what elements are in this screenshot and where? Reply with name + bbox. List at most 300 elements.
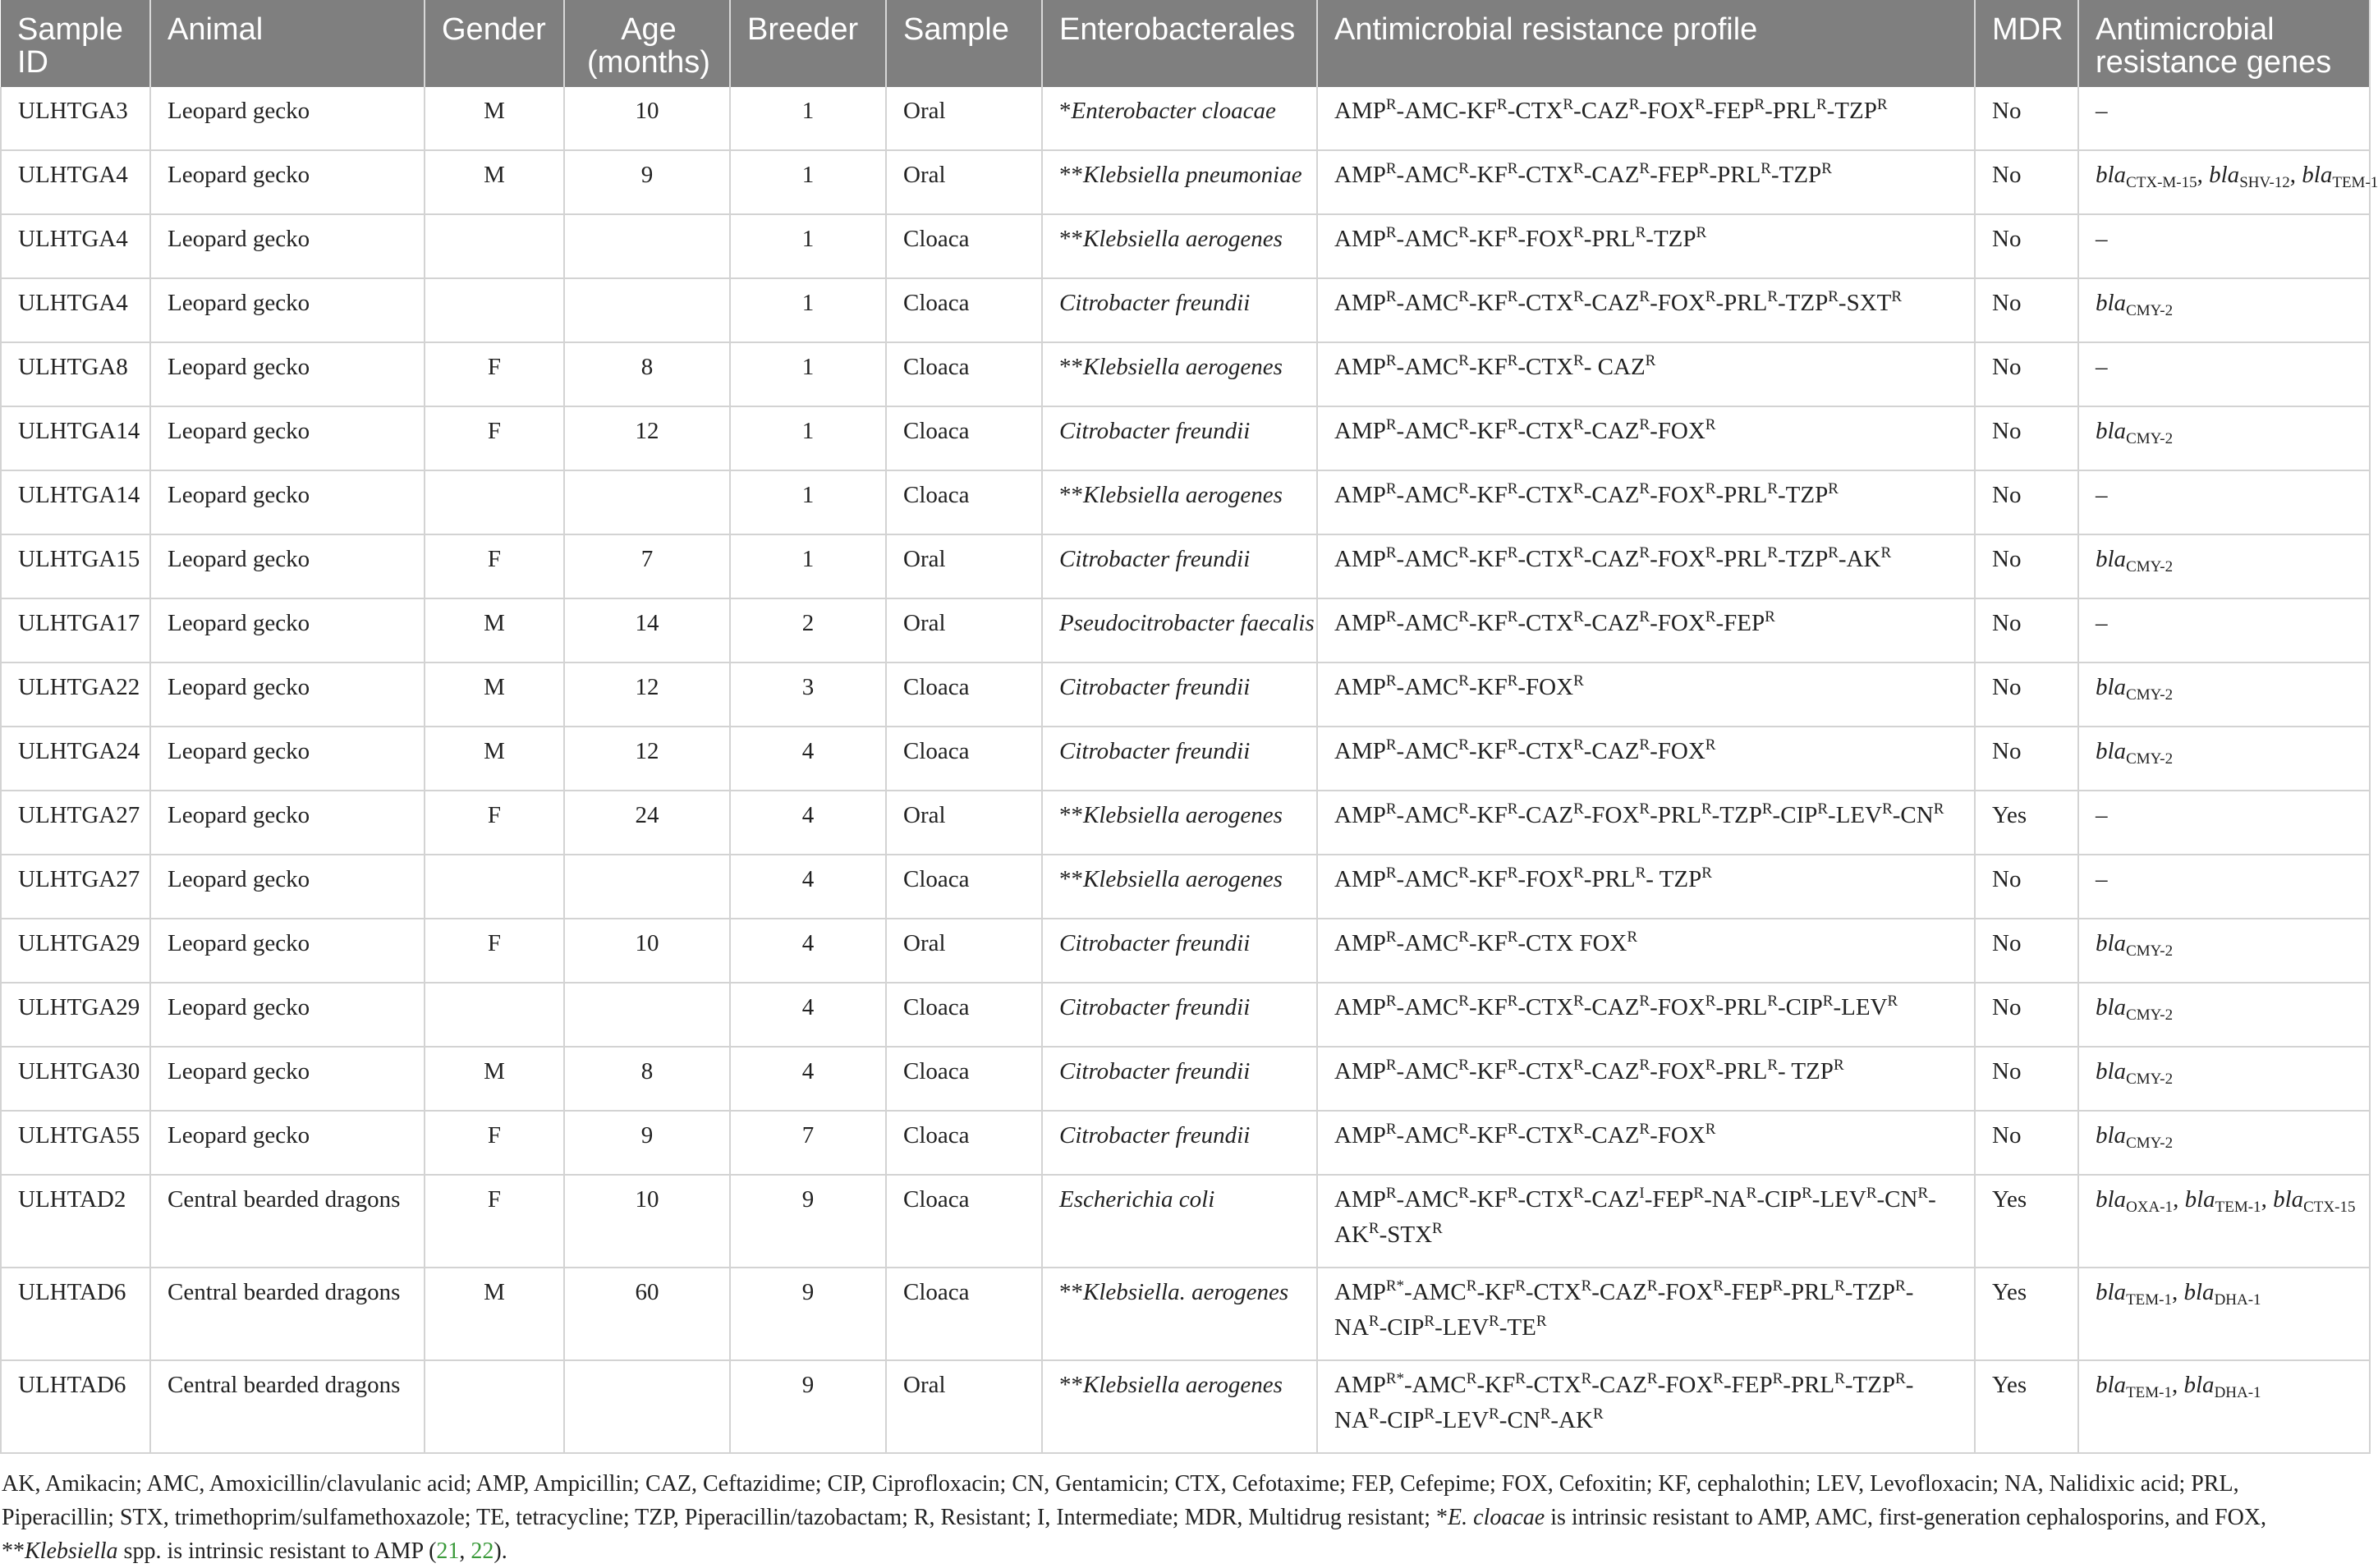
resistance-flag: R: [1368, 1313, 1380, 1330]
cell-amr-genes: [2078, 727, 2370, 791]
antibiotic-code: -AMC: [1404, 1279, 1467, 1305]
antibiotic-code: -AMC: [1396, 802, 1459, 828]
resistance-flag: R: [1563, 96, 1574, 113]
cell-age: [564, 983, 730, 1047]
cell-mdr: No: [1975, 919, 2078, 983]
antibiotic-code: -KF: [1468, 994, 1508, 1020]
antibiotic-code: -CAZ: [1583, 162, 1640, 188]
antibiotic-code: -CTX: [1517, 162, 1574, 188]
cell-enterobacterales: [1042, 278, 1317, 342]
cell-enterobacterales: [1042, 406, 1317, 470]
antibiotic-code: -CAZ: [1573, 98, 1629, 124]
antibiotic-code: -FOX: [1650, 1122, 1705, 1148]
resistance-flag: R: [1507, 1057, 1518, 1074]
cell-sample-id: ULHTGA3: [1, 87, 150, 150]
cell-age: 12: [564, 663, 730, 727]
antibiotic-code: -CN: [1876, 1186, 1918, 1213]
header-enterobacterales: Enterobacterales: [1042, 0, 1317, 87]
no-genes: –: [2096, 98, 2108, 124]
cell-breeder: 1: [730, 342, 886, 406]
cell-amr-genes: bla$_{CTX-M-15}$, bla$_{SHV-12}$, bla$_{TEM-1}$: [2078, 150, 2370, 214]
organism-prefix: **: [1059, 1279, 1083, 1305]
cell-gender: F: [425, 1111, 564, 1175]
gene: [2096, 994, 2174, 1024]
cell-sample: Cloaca: [886, 470, 1042, 534]
table-row: [1, 406, 2370, 470]
cell-breeder: 7: [730, 1111, 886, 1175]
antibiotic-code: -CTX: [1525, 1372, 1582, 1398]
resistance-flag: R: [1385, 480, 1397, 497]
resistance-flag: R: [1639, 160, 1650, 177]
antibiotic-code: -CTX: [1525, 1279, 1582, 1305]
gene-prefix: bla: [2096, 1058, 2127, 1084]
cell-sample-id: ULHTGA29: [1, 919, 150, 983]
antibiotic-code: AMP: [1334, 418, 1386, 444]
gene: [2096, 162, 2197, 191]
resistance-flag: R: [1639, 480, 1650, 497]
antibiotic-code: -AMC: [1396, 610, 1459, 636]
cell-mdr: No: [1975, 87, 2078, 150]
resistance-flag: R: [1765, 608, 1775, 626]
cell-age: [564, 278, 730, 342]
resistance-flag: R: [1458, 800, 1469, 818]
antibiotic-code: -AK: [1838, 546, 1881, 572]
antibiotic-code: -CTX: [1517, 1186, 1574, 1213]
resistance-flag: R: [1507, 352, 1518, 369]
resistance-flag: R: [1933, 800, 1944, 818]
footnote-mid: is intrinsic resistant to AMP, AMC, first-generation cephalosporins, and FOX, **: [2, 1505, 2267, 1564]
resistance-flag: R: [1695, 96, 1705, 113]
no-genes: –: [2096, 866, 2108, 892]
cell-sample-id: ULHTGA14: [1, 406, 150, 470]
cell-sample-id: ULHTGA29: [1, 983, 150, 1047]
gene: [2096, 930, 2174, 960]
antibiotic-code: -AMC: [1396, 930, 1459, 956]
cell-sample: Cloaca: [886, 855, 1042, 919]
antibiotic-code: AMP: [1334, 1279, 1386, 1305]
cell-age: 9: [564, 1111, 730, 1175]
cell-mdr: Yes: [1975, 1268, 2078, 1360]
antibiotic-code: -KF: [1468, 674, 1508, 700]
organism-name: Klebsiella aerogenes: [1083, 482, 1283, 508]
antibiotic-code: -FEP: [1723, 1279, 1773, 1305]
gene-variant: CMY-2: [2126, 686, 2174, 704]
antibiotic-code: -CAZ: [1583, 1058, 1640, 1084]
resistance-flag: R: [1458, 224, 1469, 241]
resistance-flag: R: [1761, 800, 1773, 818]
reference-link-22[interactable]: 22: [471, 1538, 494, 1564]
resistance-flag: R: [1507, 416, 1518, 433]
organism-name: Citrobacter freundii: [1059, 290, 1251, 316]
resistance-flag: R: [1701, 800, 1712, 818]
antibiotic-code: -KF: [1468, 738, 1508, 764]
antibiotic-code: -LEV: [1828, 802, 1883, 828]
antibiotic-code: -FEP: [1723, 1372, 1773, 1398]
cell-amr-profile: [1317, 278, 1975, 342]
antibiotic-code: -TZP: [1711, 802, 1762, 828]
antibiotic-code: -PRL: [1715, 994, 1768, 1020]
cell-sample: Cloaca: [886, 278, 1042, 342]
antibiotic-code: -NA: [1334, 1279, 1914, 1341]
cell-gender: [425, 278, 564, 342]
cell-breeder: 4: [730, 855, 886, 919]
cell-breeder: 1: [730, 150, 886, 214]
resistance-flag: R: [1540, 1405, 1551, 1423]
table-row: [1, 983, 2370, 1047]
antibiotic-code: -KF: [1468, 802, 1508, 828]
resistance-flag: R: [1458, 160, 1469, 177]
antibiotic-code: -AMC: [1396, 482, 1459, 508]
gene-variant: DHA-1: [2214, 1291, 2261, 1309]
cell-amr-genes: [2078, 534, 2370, 598]
cell-sample-id: ULHTGA4: [1, 150, 150, 214]
organism-prefix: **: [1059, 482, 1083, 508]
gene-prefix: bla: [2183, 1279, 2215, 1305]
table-row: [1, 87, 2370, 150]
antibiotic-code: -CIP: [1379, 1314, 1425, 1341]
resistance-flag: R: [1705, 416, 1716, 433]
cell-mdr: No: [1975, 983, 2078, 1047]
resistance-flag: R: [1639, 736, 1650, 754]
cell-mdr: No: [1975, 855, 2078, 919]
resistance-flag: R: [1458, 736, 1469, 754]
resistance-flag: R: [1458, 1121, 1469, 1138]
cell-gender: F: [425, 342, 564, 406]
cell-amr-profile: [1317, 534, 1975, 598]
cell-enterobacterales: [1042, 1360, 1317, 1453]
gene-prefix: bla: [2096, 930, 2127, 956]
organism-name: Escherichia coli: [1059, 1186, 1215, 1213]
footnote-abbreviations: AK, Amikacin; AMC, Amoxicillin/clavulanic acid; AMP, Ampicillin; CAZ, Ceftazidime; CIP, Ciprofloxacin; CN, Gentamicin; CTX, Cefotaxime; FEP, Cefepime; FOX, Cefoxitin; KF, cephalothin; LEV, Levofloxacin; NA, Nalidixic acid; PRL, Piperacillin; STX, trimethoprim/sulfamethoxazole; TE, tetracycline; TZP, Piperacillin/tazobactam; R, Resistant; I, Intermediate; MDR, Multidrug resistant; *: [2, 1471, 2239, 1530]
antibiotic-code: -TZP: [1844, 1279, 1896, 1305]
resistance-flag: R: [1628, 96, 1640, 113]
cell-mdr: No: [1975, 663, 2078, 727]
cell-breeder: 9: [730, 1268, 886, 1360]
resistance-flag: R: [1385, 160, 1397, 177]
gene: [2183, 1372, 2261, 1401]
organism-name: Klebsiella aerogenes: [1083, 866, 1283, 892]
antibiotic-code: -CTX: [1517, 482, 1574, 508]
cell-enterobacterales: [1042, 150, 1317, 214]
antibiotic-code: -FOX: [1650, 290, 1705, 316]
antibiotic-code: -FOX: [1650, 994, 1705, 1020]
gene-variant: TEM-1: [2126, 1291, 2172, 1309]
gene: [2096, 738, 2174, 768]
resistance-flag: R: [1693, 1185, 1705, 1202]
cell-amr-genes: [2078, 342, 2370, 406]
resistance-flag: R: [1834, 1277, 1845, 1295]
resistance-flag: R: [1828, 288, 1839, 305]
footnote-ecloacae: E. cloacae: [1448, 1505, 1545, 1530]
resistance-flag: R: [1834, 1370, 1845, 1387]
resistance-flag: R: [1489, 1405, 1499, 1423]
resistance-flag: R: [1817, 800, 1829, 818]
antibiotic-code: -FOX: [1657, 1279, 1714, 1305]
resistance-flag: R: [1573, 1121, 1584, 1138]
cell-sample-id: ULHTGA27: [1, 791, 150, 855]
antibiotic-code: -FOX: [1517, 674, 1574, 700]
antibiotic-code: -KF: [1468, 1122, 1508, 1148]
gene-variant: CTX-M-15: [2126, 174, 2197, 191]
cell-enterobacterales: [1042, 598, 1317, 663]
cell-mdr: No: [1975, 342, 2078, 406]
resistance-flag: R: [1772, 1277, 1784, 1295]
cell-animal: Leopard gecko: [150, 470, 425, 534]
cell-amr-profile: [1317, 87, 1975, 150]
resistance-flag: R: [1573, 352, 1584, 369]
antibiotic-code: -CAZ: [1591, 1279, 1647, 1305]
cell-gender: [425, 470, 564, 534]
cell-animal: Leopard gecko: [150, 855, 425, 919]
cell-age: [564, 855, 730, 919]
antibiotic-code: -KF: [1468, 482, 1508, 508]
organism-name: Citrobacter freundii: [1059, 1122, 1251, 1148]
cell-enterobacterales: [1042, 87, 1317, 150]
antibiotic-code: AMP: [1334, 738, 1386, 764]
cell-enterobacterales: [1042, 663, 1317, 727]
resistance-flag: R: [1458, 608, 1469, 626]
resistance-flag: R: [1385, 736, 1397, 754]
cell-breeder: 1: [730, 534, 886, 598]
organism-prefix: **: [1059, 1372, 1083, 1398]
cell-enterobacterales: [1042, 1111, 1317, 1175]
cell-gender: M: [425, 1268, 564, 1360]
no-genes: –: [2096, 610, 2108, 636]
cell-age: 10: [564, 87, 730, 150]
cell-sample-id: ULHTGA30: [1, 1047, 150, 1111]
cell-amr-genes: [2078, 214, 2370, 278]
antibiotic-code: -AMC: [1396, 1122, 1459, 1148]
cell-mdr: No: [1975, 406, 2078, 470]
cell-amr-genes: [2078, 663, 2370, 727]
cell-amr-genes: bla$_{OXA-1}$, bla$_{TEM-1}$, bla$_{CTX-15}$: [2078, 1175, 2370, 1268]
gene: [2096, 1186, 2174, 1216]
antibiotic-code: -NA: [1334, 1372, 1914, 1433]
cell-enterobacterales: [1042, 983, 1317, 1047]
resistance-flag: R: [1385, 864, 1397, 882]
antibiotic-code: -CAZ: [1517, 802, 1574, 828]
antibiotic-code: -CAZ: [1583, 1186, 1640, 1213]
antibiotic-code: AMP: [1334, 226, 1386, 252]
cell-amr-profile: [1317, 470, 1975, 534]
antibiotic-code: -KF: [1468, 290, 1508, 316]
resistance-flag: R: [1887, 993, 1898, 1010]
resistance-flag: R: [1573, 864, 1584, 882]
table-row: [1, 534, 2370, 598]
cell-age: 8: [564, 342, 730, 406]
antibiotic-code: -SXT: [1838, 290, 1892, 316]
cell-amr-profile: [1317, 919, 1975, 983]
antibiotic-code: -CTX: [1507, 98, 1563, 124]
cell-age: 12: [564, 727, 730, 791]
table-row: [1, 791, 2370, 855]
cell-gender: F: [425, 534, 564, 598]
resistance-flag: R: [1466, 1370, 1477, 1387]
cell-sample-id: ULHTGA4: [1, 214, 150, 278]
antibiotic-code: AMP: [1334, 866, 1386, 892]
cell-sample: Oral: [886, 87, 1042, 150]
resistance-flag: R: [1866, 1185, 1877, 1202]
resistance-flag: R: [1639, 1057, 1650, 1074]
antibiotic-code: -FOX: [1517, 226, 1574, 252]
gene-prefix: bla: [2096, 1372, 2127, 1398]
cell-mdr: No: [1975, 534, 2078, 598]
antibiotic-code: -FOX: [1650, 482, 1705, 508]
gene-prefix: bla: [2096, 546, 2127, 572]
antibiotic-code: -AK: [1334, 1186, 1936, 1248]
antibiotic-code: -KF: [1458, 98, 1498, 124]
resistance-flag: R: [1646, 1370, 1658, 1387]
gene-variant: CMY-2: [2126, 1006, 2174, 1024]
cell-sample-id: ULHTAD6: [1, 1360, 150, 1453]
gene-variant: TEM-1: [2332, 174, 2378, 191]
cell-breeder: 4: [730, 1047, 886, 1111]
cell-breeder: 1: [730, 470, 886, 534]
cell-breeder: 9: [730, 1360, 886, 1453]
table-footnote: [0, 1454, 2367, 1568]
cell-sample: Cloaca: [886, 1268, 1042, 1360]
resistance-flag: R: [1458, 928, 1469, 946]
antibiotic-code: AMP: [1334, 930, 1386, 956]
resistance-flag: R: [1458, 1185, 1469, 1202]
resistance-flag: R: [1573, 800, 1584, 818]
resistance-flag: R: [1507, 1185, 1518, 1202]
resistance-flag: R: [1713, 1277, 1724, 1295]
resistance-flag: R: [1635, 224, 1646, 241]
resistance-flag: R: [1833, 1057, 1844, 1074]
resistance-flag: R: [1895, 1277, 1906, 1295]
antibiotic-code: -FOX: [1517, 866, 1574, 892]
resistance-flag: R: [1432, 1220, 1443, 1237]
antibiotic-code: AMP: [1334, 674, 1386, 700]
cell-breeder: 9: [730, 1175, 886, 1268]
antibiotic-code: -AMC: [1396, 418, 1459, 444]
cell-amr-profile: [1317, 1047, 1975, 1111]
organism-name: Citrobacter freundii: [1059, 930, 1251, 956]
antibiotic-code: -KF: [1468, 1186, 1508, 1213]
antibiotic-code: -AMC: [1396, 1186, 1459, 1213]
antibiotic-code: -CTX: [1517, 290, 1574, 316]
antibiotic-code: -FOX: [1650, 546, 1705, 572]
antibiotic-code: -CAZ: [1583, 546, 1640, 572]
cell-enterobacterales: [1042, 1175, 1317, 1268]
antibiotic-code: AMP: [1334, 354, 1386, 380]
cell-sample: Cloaca: [886, 1111, 1042, 1175]
resistance-flag: R: [1705, 608, 1716, 626]
cell-sample: Oral: [886, 598, 1042, 663]
gene-prefix: bla: [2096, 162, 2127, 188]
cell-gender: F: [425, 919, 564, 983]
gene: [2096, 418, 2174, 447]
antibiotic-code: -PRL: [1715, 1058, 1768, 1084]
resistance-flag: R: [1698, 160, 1710, 177]
gene-prefix: bla: [2096, 674, 2127, 700]
cell-amr-profile: [1317, 1175, 1975, 1268]
gene: [2096, 1122, 2174, 1152]
antibiotic-code: -KF: [1468, 866, 1508, 892]
cell-enterobacterales: [1042, 855, 1317, 919]
resistance-flag: R: [1466, 1277, 1477, 1295]
resistance-flag: R: [1639, 1121, 1650, 1138]
cell-gender: F: [425, 1175, 564, 1268]
resistance-flag: R: [1876, 96, 1888, 113]
cell-age: 14: [564, 598, 730, 663]
cell-amr-profile: [1317, 727, 1975, 791]
cell-gender: M: [425, 150, 564, 214]
table-row: [1, 727, 2370, 791]
resistance-flag: R: [1458, 1057, 1469, 1074]
antibiotic-code: -KF: [1468, 418, 1508, 444]
cell-age: [564, 1360, 730, 1453]
resistance-flag: R: [1573, 160, 1584, 177]
header-mdr: MDR: [1975, 0, 2078, 87]
resistance-flag: R: [1573, 288, 1584, 305]
cell-mdr: No: [1975, 1111, 2078, 1175]
gene-variant: CTX-15: [2303, 1199, 2356, 1216]
cell-age: [564, 470, 730, 534]
cell-sample-id: ULHTGA22: [1, 663, 150, 727]
cell-amr-profile: [1317, 150, 1975, 214]
header-gender: Gender: [425, 0, 564, 87]
organism-prefix: **: [1059, 802, 1083, 828]
antibiotic-code: -PRL: [1709, 162, 1761, 188]
header-row: [1, 0, 2370, 87]
antibiotic-code: FOX: [1573, 930, 1627, 956]
resistance-flag: R: [1573, 480, 1584, 497]
cell-sample-id: ULHTGA14: [1, 470, 150, 534]
reference-link-21[interactable]: 21: [436, 1538, 460, 1564]
cell-sample-id: ULHTGA55: [1, 1111, 150, 1175]
antibiotic-code: -AMC: [1396, 226, 1459, 252]
resistance-flag: R: [1705, 544, 1716, 562]
gene-variant: OXA-1: [2126, 1199, 2174, 1216]
resistance-flag: R: [1635, 864, 1646, 882]
footnote-tail: spp. is intrinsic resistant to AMP (: [117, 1538, 437, 1564]
antibiotic-code: -PRL: [1583, 866, 1636, 892]
resistance-flag: R: [1581, 1277, 1592, 1295]
cell-age: 8: [564, 1047, 730, 1111]
cell-amr-genes: [2078, 919, 2370, 983]
resistance-flag: R: [1507, 544, 1518, 562]
antibiotic-code: -KF: [1476, 1279, 1516, 1305]
gene-prefix: bla: [2096, 738, 2127, 764]
cell-gender: [425, 214, 564, 278]
gene-prefix: bla: [2096, 418, 2127, 444]
cell-gender: M: [425, 727, 564, 791]
cell-sample: Cloaca: [886, 663, 1042, 727]
antibiotic-code: -CAZ: [1583, 610, 1640, 636]
resistance-flag: R: [1573, 544, 1584, 562]
antibiotic-code: -CAZ: [1583, 290, 1640, 316]
table-row: [1, 855, 2370, 919]
header-breeder: Breeder: [730, 0, 886, 87]
cell-age: 24: [564, 791, 730, 855]
resistance-flag: R: [1507, 608, 1518, 626]
antibiotic-code: -AK: [1550, 1407, 1593, 1433]
resistance-flag: R: [1385, 1185, 1397, 1202]
gene-variant: DHA-1: [2214, 1384, 2261, 1401]
cell-amr-profile: [1317, 214, 1975, 278]
resistance-flag: R: [1385, 416, 1397, 433]
cell-animal: Leopard gecko: [150, 983, 425, 1047]
resistance-flag: R: [1705, 1121, 1716, 1138]
organism-name: Citrobacter freundii: [1059, 1058, 1251, 1084]
antibiotic-code: AMP: [1334, 994, 1386, 1020]
resistance-flag: R: [1573, 993, 1584, 1010]
gene-prefix: bla: [2302, 162, 2333, 188]
antibiotic-code: - TZP: [1646, 866, 1702, 892]
gene-prefix: bla: [2183, 1372, 2215, 1398]
